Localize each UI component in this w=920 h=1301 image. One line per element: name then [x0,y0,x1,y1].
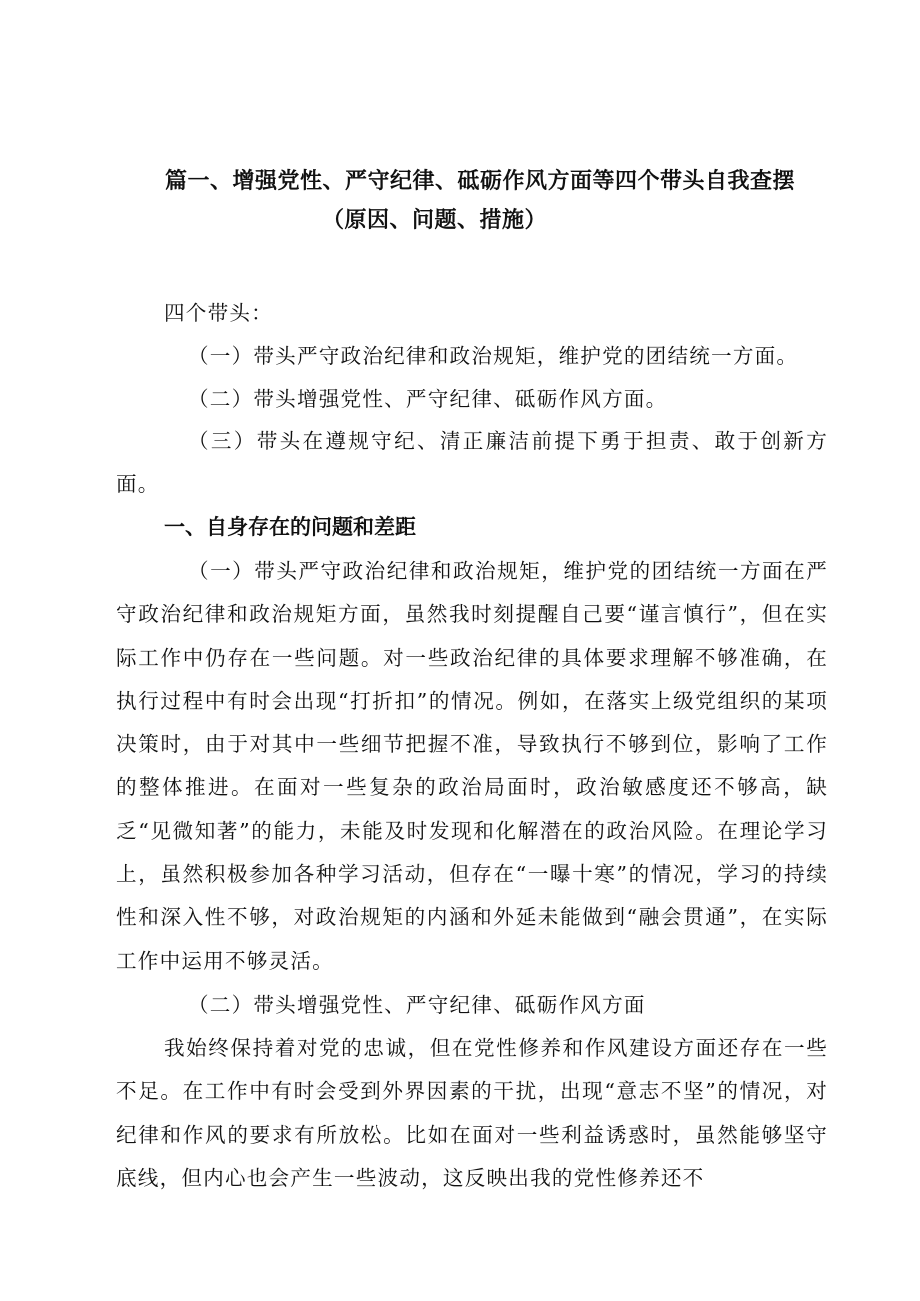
section-heading: 一、自身存在的问题和差距 [164,515,416,539]
document-title-line1: 篇一、增强党性、严守纪律、砥砺作风方面等四个带头自我查摆 [165,169,796,194]
list-item-3: （三）带头在遵规守纪、清正廉洁前提下勇于担责、敢于创新方面。 [116,429,828,497]
subsection-heading: （二）带头增强党性、严守纪律、砥砺作风方面 [188,993,646,1017]
list-item: （一）带头严守政治纪律和政治规矩，维护党的团结统一方面。 [188,344,799,368]
section1-paragraph1: （一）带头严守政治纪律和政治规矩，维护党的团结统一方面在严守政治纪律和政治规矩方面，虽然我时刻提醒自己要“谨言慎行”，但在实际工作中仍存在一些问题。对一些政治纪律的具体要求理解不够准确，在执行过程中有时会出现“打折扣”的情况。例如，在落实上级党组织的某项决策时，由于对其中一些细节把握不准，导致执行不够到位，影响了工作的整体推进。在面对一些复杂的政治局面时，政治敏感度还不够高，缺乏“见微知著”的能力，未能及时发现和化解潜在的政治风险。在理论学习上，虽然积极参加各种学习活动，但存在“一曝十寒”的情况，学习的持续性和深入性不够，对政治规矩的内涵和外延未能做到“融会贯通”，在实际工作中运用不够灵活。 [116,559,828,973]
list-item: （二）带头增强党性、严守纪律、砥砺作风方面。 [188,387,668,411]
document-title-line2: （原因、问题、措施） [322,208,548,233]
section1-paragraph2: 我始终保持着对党的忠诚，但在党性修养和作风建设方面还存在一些不足。在工作中有时会受到外界因素的干扰，出现“意志不坚”的情况，对纪律和作风的要求有所放松。比如在面对一些利益诱惑时，虽然能够坚守底线，但内心也会产生一些波动，这反映出我的党性修养还不 [116,1036,828,1190]
intro-label: 四个带头： [164,301,273,325]
